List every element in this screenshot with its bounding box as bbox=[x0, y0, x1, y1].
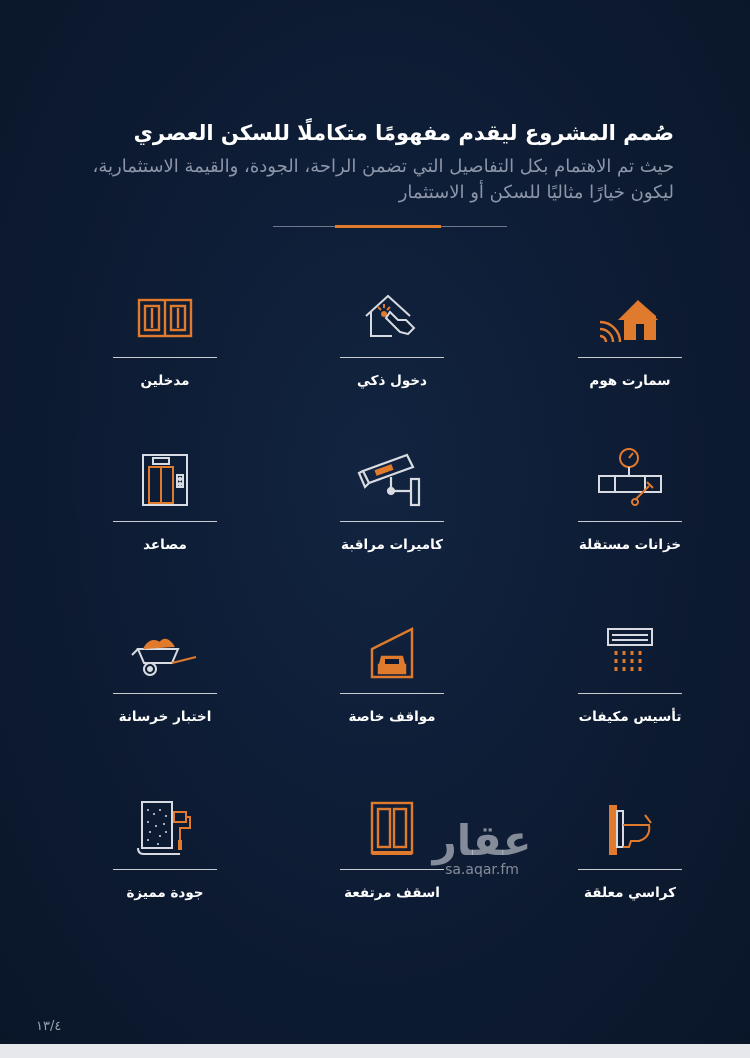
private-parking-icon bbox=[352, 620, 432, 684]
feature-label: مصاعد bbox=[143, 537, 187, 553]
high-ceiling-icon bbox=[352, 796, 432, 860]
aqar-watermark bbox=[422, 818, 542, 886]
feature-label: مواقف خاصة bbox=[348, 709, 436, 725]
feature-rule bbox=[578, 693, 682, 694]
feature-label: اسقف مرتفعة bbox=[344, 885, 440, 901]
feature-rule bbox=[113, 869, 217, 870]
page-subtitle: حيث تم الاهتمام بكل التفاصيل التي تضمن الراحة، الجودة، والقيمة الاستثمارية، ليكون خيارًا مثاليًا للسكن أو الاستثمار bbox=[92, 156, 674, 203]
wall-hung-toilet-icon bbox=[590, 798, 670, 862]
feature-rule bbox=[340, 521, 444, 522]
feature-rule bbox=[578, 521, 682, 522]
feature-label: مدخلين bbox=[140, 373, 190, 389]
concrete-test-icon bbox=[125, 624, 205, 688]
bottom-bar bbox=[0, 1044, 750, 1058]
air-conditioner-icon bbox=[590, 620, 670, 684]
feature-label: خزانات مستقلة bbox=[578, 537, 682, 553]
smart-entry-icon bbox=[352, 286, 432, 350]
smart-home-icon bbox=[590, 286, 670, 350]
feature-label: سمارت هوم bbox=[589, 373, 671, 389]
double-door-icon bbox=[125, 286, 205, 350]
elevator-icon bbox=[125, 448, 205, 512]
watermark-brand: عقار bbox=[432, 816, 532, 865]
feature-rule bbox=[578, 869, 682, 870]
feature-label: تأسيس مكيفات bbox=[578, 709, 682, 725]
premium-finish-icon bbox=[125, 796, 205, 860]
feature-rule bbox=[340, 693, 444, 694]
feature-rule bbox=[578, 357, 682, 358]
feature-label: كراسي معلقة bbox=[584, 885, 676, 901]
feature-label: جودة مميزة bbox=[126, 885, 204, 901]
feature-rule bbox=[113, 693, 217, 694]
watermark-url: sa.aqar.fm bbox=[445, 862, 519, 878]
page-title: صُمم المشروع ليقدم مفهومًا متكاملًا للسكن العصري bbox=[133, 121, 674, 145]
page-number: ١٣/٤ bbox=[36, 1019, 62, 1034]
feature-rule bbox=[113, 357, 217, 358]
security-camera-icon bbox=[352, 448, 432, 512]
feature-rule bbox=[113, 521, 217, 522]
water-tank-icon bbox=[590, 446, 670, 510]
feature-label: اختبار خرسانة bbox=[118, 709, 212, 725]
feature-label: دخول ذكي bbox=[357, 373, 427, 389]
feature-label: كاميرات مراقبة bbox=[340, 537, 443, 553]
feature-rule bbox=[340, 357, 444, 358]
